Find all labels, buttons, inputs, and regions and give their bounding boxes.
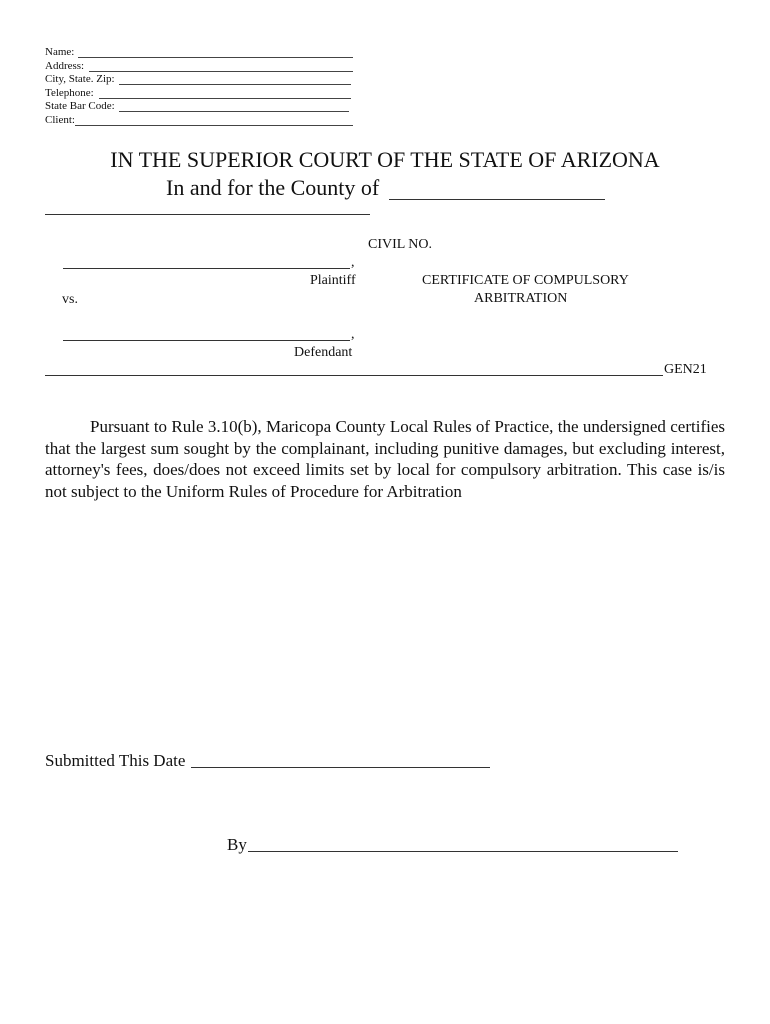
address-label: Address:: [45, 60, 85, 72]
caption-bottom-rule: [45, 375, 663, 376]
name-field[interactable]: [78, 57, 353, 58]
by-label: By: [227, 835, 247, 854]
county-line: [166, 174, 379, 202]
civil-no-label: CIVIL NO.: [368, 237, 433, 252]
city-state-zip-field[interactable]: [119, 84, 351, 85]
plaintiff-field[interactable]: [63, 268, 350, 269]
submitted-date-field[interactable]: [191, 767, 490, 768]
name-label: Name:: [45, 46, 75, 58]
defendant-label: Defendant: [294, 345, 353, 360]
caption-top-rule: [45, 214, 370, 215]
client-field[interactable]: [75, 125, 353, 126]
telephone-label: Telephone:: [45, 87, 94, 99]
bar-code-row: [45, 100, 115, 113]
bar-code-label: State Bar Code:: [45, 100, 115, 112]
bar-code-field[interactable]: [119, 111, 349, 112]
certificate-title-line1: CERTIFICATE OF COMPULSORY: [422, 273, 629, 288]
certificate-title-line2: ARBITRATION: [474, 291, 568, 306]
city-state-zip-label: City, State. Zip:: [45, 73, 115, 85]
defendant-comma: ,: [351, 327, 355, 342]
defendant-field[interactable]: [63, 340, 350, 341]
plaintiff-comma: ,: [351, 255, 355, 270]
vs-label: vs.: [62, 292, 78, 307]
telephone-field[interactable]: [99, 98, 351, 99]
client-label: Client:: [45, 114, 75, 126]
city-state-zip-row: [45, 73, 115, 86]
court-title: IN THE SUPERIOR COURT OF THE STATE OF ARIZONA: [110, 147, 660, 172]
county-field[interactable]: [389, 199, 605, 200]
name-row: [45, 46, 74, 59]
client-row: [45, 114, 75, 127]
address-field[interactable]: [89, 71, 353, 72]
signature-field[interactable]: [248, 851, 678, 852]
address-row: [45, 60, 84, 73]
telephone-row: [45, 87, 94, 100]
certification-paragraph: Pursuant to Rule 3.10(b), Maricopa County Local Rules of Practice, the undersigned certifies that the largest sum sought by the complainant, including punitive damages, but excluding interest, attorney's fees, does/does not exceed limits set by local for compulsory arbitration. This case is/is not subject to the Uniform Rules of Procedure for Arbitration: [45, 417, 725, 501]
plaintiff-label: Plaintiff: [310, 273, 356, 288]
form-code: GEN21: [664, 362, 707, 377]
submitted-date-label: Submitted This Date: [45, 751, 186, 770]
county-label: In and for the County of: [166, 175, 380, 200]
